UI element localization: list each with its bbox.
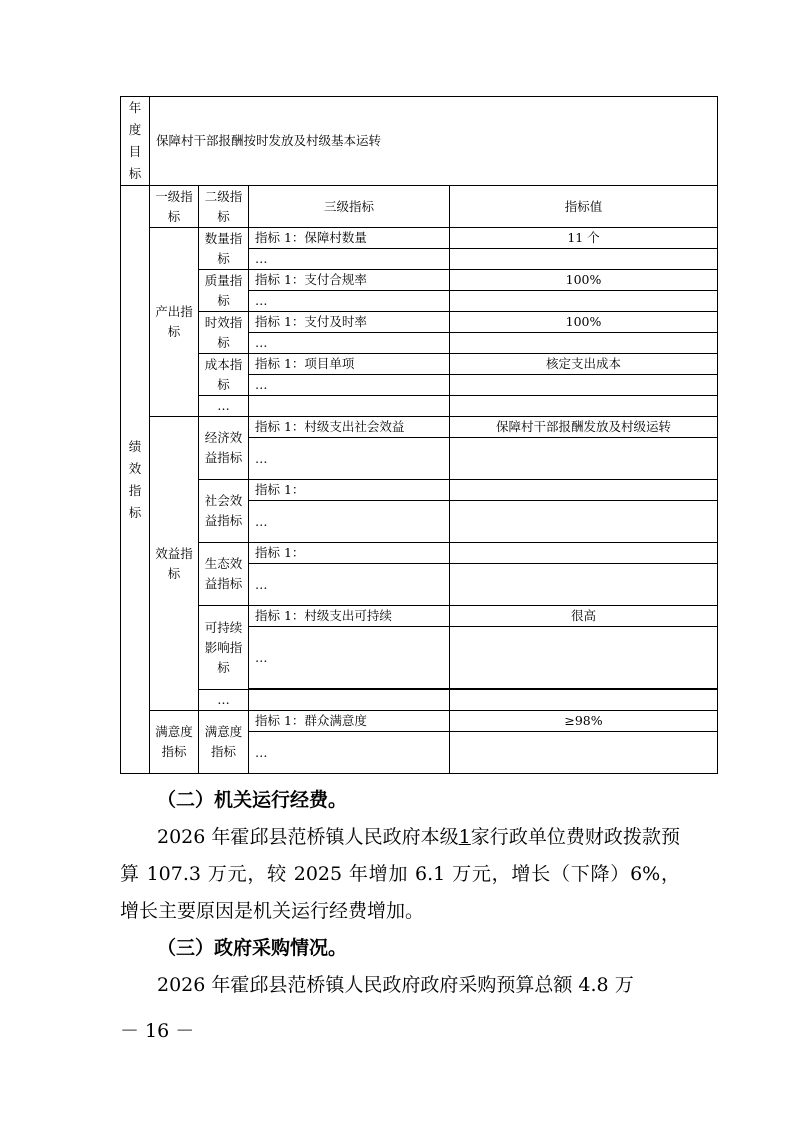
benefit-indicators-label: 效益指标 — [150, 417, 199, 711]
sustainable-value1: 很高 — [450, 606, 718, 627]
year-goal-text: 保障村干部报酬按时发放及村级基本运转 — [150, 97, 718, 186]
cost-value1: 核定支出成本 — [450, 354, 718, 375]
ellipsis: … — [249, 501, 450, 543]
social-value1 — [450, 480, 718, 501]
satisfaction-indicators-label: 满意度指标 — [150, 711, 199, 774]
timeliness-indicators-label: 时效指标 — [199, 312, 249, 354]
ellipsis: … — [199, 690, 249, 711]
ecological-benefit-label: 生态效益指标 — [199, 543, 249, 606]
sustainable-impact-label: 可持续影响指标 — [199, 606, 249, 690]
quality-value1: 100% — [450, 270, 718, 291]
header-level2: 二级指标 — [199, 186, 249, 228]
satisfaction-value1: ≥98% — [450, 711, 718, 732]
quality-indicators-label: 质量指标 — [199, 270, 249, 312]
economic-value1: 保障村干部报酬发放及村级运转 — [450, 417, 718, 438]
ellipsis: … — [249, 333, 450, 354]
section2-heading: （二）机关运行经费。 — [157, 789, 348, 811]
social-benefit-label: 社会效益指标 — [199, 480, 249, 543]
quantity-item1: 指标 1：保障村数量 — [249, 228, 450, 249]
quantity-indicators-label: 数量指标 — [199, 228, 249, 270]
section2-paragraph: 2026 年霍邱县范桥镇人民政府本级1家行政单位费财政拨款预算 107.3 万元，较 2025 年增加 6.1 万元，增长（下降）6%，增长主要原因是机关运行经费增加。 — [120, 826, 680, 922]
timeliness-value1: 100% — [450, 312, 718, 333]
header-value: 指标值 — [450, 186, 718, 228]
section3-paragraph: 2026 年霍邱县范桥镇人民政府政府采购预算总额 4.8 万 — [157, 974, 634, 996]
ellipsis: … — [249, 438, 450, 480]
unit-count: 1 — [458, 826, 471, 848]
cost-indicators-label: 成本指标 — [199, 354, 249, 396]
sustainable-item1: 指标 1：村级支出可持续 — [249, 606, 450, 627]
cost-item1: 指标 1：项目单项 — [249, 354, 450, 375]
ecological-value1 — [450, 543, 718, 564]
performance-table — [120, 96, 718, 774]
header-level3: 三级指标 — [249, 186, 450, 228]
satisfaction-sub-label: 满意度指标 — [199, 711, 249, 774]
ellipsis: … — [249, 375, 450, 396]
quality-item1: 指标 1：支付合规率 — [249, 270, 450, 291]
economic-item1: 指标 1：村级支出社会效益 — [249, 417, 450, 438]
satisfaction-item1: 指标 1：群众满意度 — [249, 711, 450, 732]
page-number: － 16 － — [120, 1020, 195, 1042]
quantity-value1: 11 个 — [450, 228, 718, 249]
perf-indicators-label: 绩效指标 — [121, 186, 150, 774]
ecological-item1: 指标 1： — [249, 543, 450, 564]
ellipsis: … — [249, 732, 450, 774]
header-level1: 一级指标 — [150, 186, 199, 228]
output-indicators-label: 产出指标 — [150, 228, 199, 417]
social-item1: 指标 1： — [249, 480, 450, 501]
section3-heading: （三）政府采购情况。 — [157, 937, 348, 959]
ellipsis: … — [249, 627, 450, 689]
ellipsis: … — [249, 564, 450, 606]
economic-benefit-label: 经济效益指标 — [199, 417, 249, 480]
ellipsis: … — [249, 291, 450, 312]
ellipsis: … — [249, 249, 450, 270]
ellipsis: … — [199, 396, 249, 417]
timeliness-item1: 指标 1：支付及时率 — [249, 312, 450, 333]
year-goal-label: 年度目标 — [121, 97, 150, 186]
